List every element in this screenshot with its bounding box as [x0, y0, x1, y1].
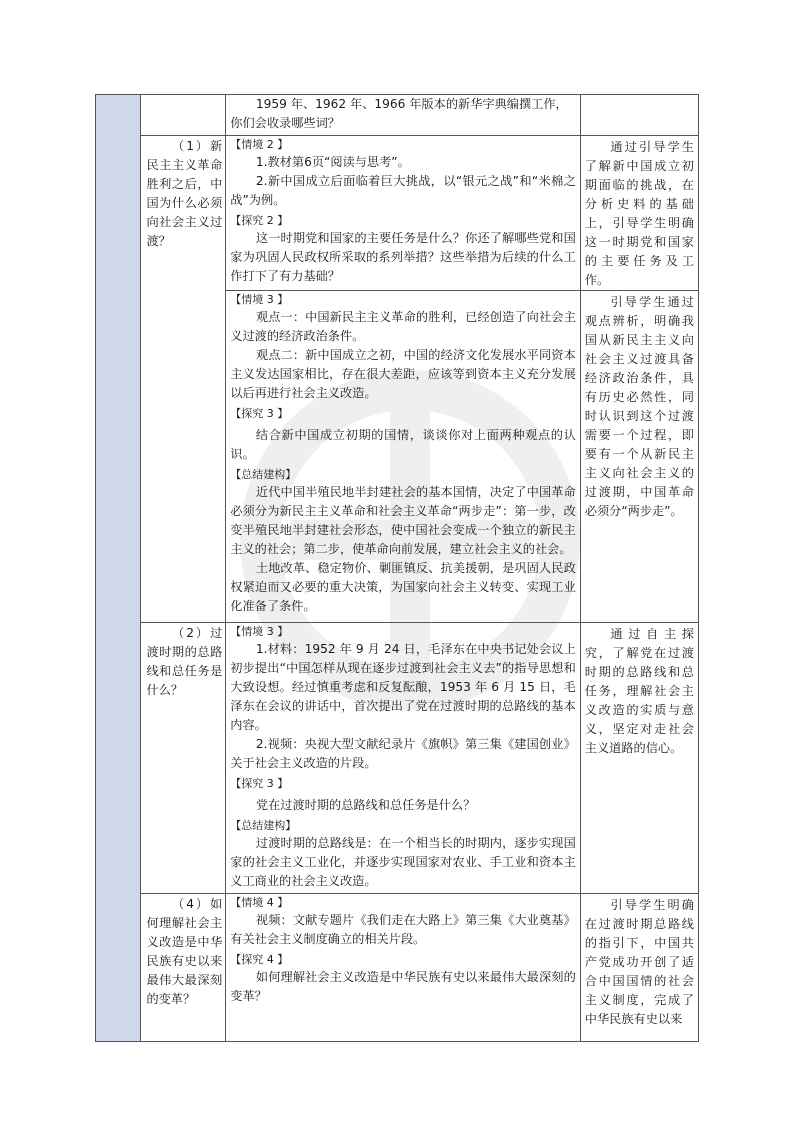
- summary-text: 过渡时期的总路线是：在一个相当长的时期内，逐步实现国家的社会主义工业化，并逐步实现国家对农业、手工业和资本主义工商业的社会主义改造。: [230, 836, 576, 888]
- question-cell: [141, 894, 226, 1042]
- inquiry-label: 【探究 3 】: [230, 777, 289, 790]
- context-label: 【情境 3 】: [230, 293, 289, 306]
- inquiry-text: 这一时期党和国家的主要任务是什么？你还了解哪些党和国家为巩固人民政权所采取的系列举措？这些举措为后续的什么工作打下了有力基础？: [230, 231, 576, 283]
- inquiry-text: 如何理解社会主义改造是中华民族有史以来最伟大最深刻的变革？: [230, 970, 576, 1003]
- material-text: 1.材料：1952 年 9 月 24 日，毛泽东在中央书记处会议上初步提出“中国怎样从现在逐步过渡到社会主义去”的指导思想和大致设想。经过慎重考虑和反复酝酿，1953 年 6 月 15 日，毛泽东在会议的讲话中，首次提出了党在过渡时期的总路线的基本内容。: [230, 642, 576, 732]
- inquiry-text: 结合新中国成立初期的国情，谈谈你对上面两种观点的认识。: [230, 428, 576, 461]
- context-label: 【情境 2 】: [230, 138, 289, 151]
- context-label: 【情境 4 】: [230, 896, 289, 909]
- summary-label: 【总结建构】: [230, 819, 297, 832]
- activity-cell: [226, 95, 581, 136]
- context-label: 【情境 3 】: [230, 625, 289, 638]
- table-row: [96, 623, 699, 894]
- inquiry-text: 党在过渡时期的总路线和总任务是什么？: [255, 798, 476, 812]
- viewpoint-one: 观点一：中国新民主主义革命的胜利，已经创造了向社会主义过渡的经济政治条件。: [230, 310, 576, 343]
- video-text: 2.视频：央视大型文献纪录片《旗帜》第三集《建国创业》关于社会主义改造的片段。: [230, 737, 576, 770]
- video-text: 视频：文献专题片《我们走在大路上》第三集《大业奠基》有关社会主义制度确立的相关片段。: [230, 913, 576, 946]
- goal-cell: [580, 136, 698, 291]
- inquiry-label: 【探究 4 】: [230, 953, 289, 966]
- inquiry-label: 【探究 2 】: [230, 214, 289, 227]
- activity-cell: [226, 894, 581, 1042]
- continued-text-line: 1959 年、1962 年、1966 年版本的新华字典编撰工作，: [255, 97, 568, 111]
- activity-cell: [226, 291, 581, 623]
- goal-cell: [580, 291, 698, 623]
- question-text: （1）新民主主义革命胜利之后，中国为什么必须向社会主义过渡？: [146, 139, 223, 248]
- summary-label: 【总结建构】: [230, 468, 297, 481]
- continued-text-line: 你们会收录哪些词？: [230, 116, 340, 130]
- viewpoint-two: 观点二：新中国成立之初，中国的经济文化发展水平同资本主义发达国家相比，存在很大差距，应该等到资本主义充分发展以后再进行社会主义改造。: [230, 348, 576, 400]
- material-text: 2.新中国成立后面临着巨大挑战，以“银元之战”和“米棉之战”为例。: [230, 174, 576, 207]
- question-cell: [141, 136, 226, 623]
- question-cell: [141, 623, 226, 894]
- goal-text: 引导学生明确在过渡时期总路线的指引下，中国共产党成功开创了适合中国国情的社会主义制度，完成了中华民族有史以来: [584, 898, 694, 1026]
- goal-text: 通过引导学生了解新中国成立初期面临的挑战，在分析史料的基础上，引导学生明确这一时期党和国家的主要任务及工作。: [584, 140, 694, 287]
- question-cell-empty: [141, 95, 226, 136]
- lesson-plan-table: [95, 94, 699, 1042]
- goal-text: 引导学生通过观点辨析，明确我国从新民主主义向社会主义过渡具备经济政治条件，具有历史必然性，同时认识到这个过渡需要一个过程，即要有一个从新民主主义向社会主义的过渡期，中国革命必须分“两步走”。: [584, 295, 694, 518]
- table-row: [96, 95, 699, 136]
- question-text: （2）过渡时期的总路线和总任务是什么？: [146, 626, 223, 697]
- summary-text: 土地改革、稳定物价、剿匪镇反、抗美援朝，是巩固人民政权紧迫而又必要的重大决策，为国家向社会主义转变、实现工业化准备了条件。: [230, 561, 576, 613]
- inquiry-label: 【探究 3 】: [230, 407, 289, 420]
- goal-cell: [580, 623, 698, 894]
- question-text: （4）如何理解社会主义改造是中华民族有史以来最伟大最深刻的变革？: [146, 897, 223, 1006]
- goal-cell-empty: [580, 95, 698, 136]
- goal-cell: [580, 894, 698, 1042]
- table-row: [96, 136, 699, 291]
- section-stripe: [96, 95, 141, 1042]
- activity-cell: [226, 623, 581, 894]
- activity-cell: [226, 136, 581, 291]
- summary-text: 近代中国半殖民地半封建社会的基本国情，决定了中国革命必须分为新民主主义革命和社会主义革命“两步走”：第一步，改变半殖民地半封建社会形态，使中国社会变成一个独立的新民主主义的社会；第二步，使革命向前发展，建立社会主义的社会。: [230, 485, 576, 556]
- goal-text: 通过自主探究，了解党在过渡时期的总路线和总任务，理解社会主义改造的实质与意义，坚定对走社会主义道路的信心。: [584, 627, 694, 755]
- material-text: 1.教材第6页“阅读与思考”。: [255, 155, 410, 169]
- table-row: [96, 894, 699, 1042]
